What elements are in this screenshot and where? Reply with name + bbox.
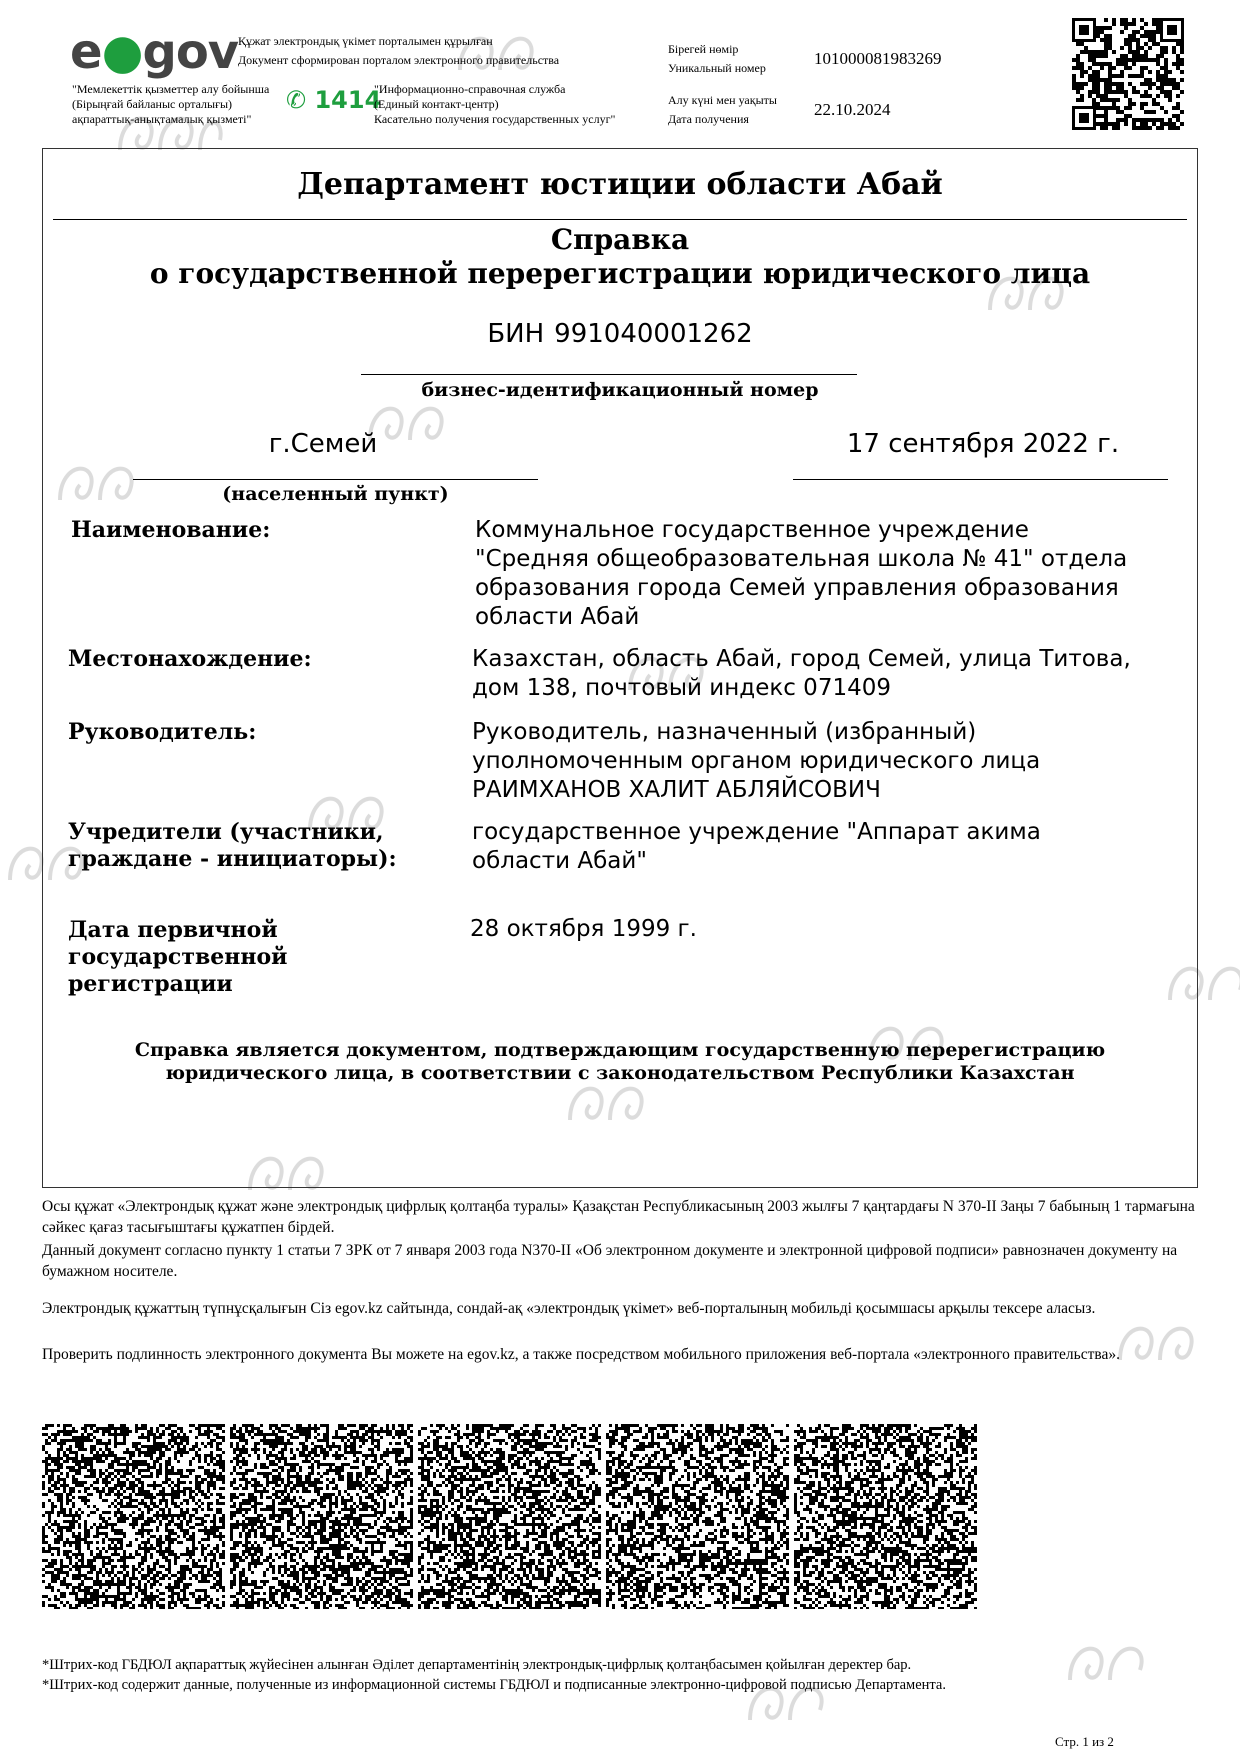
- data-barcode: [606, 1424, 789, 1609]
- phone-number: 1414: [314, 86, 382, 114]
- service-note-ru-line: Касательно получения государственных услуг": [374, 112, 616, 126]
- unique-number-label-kz: Бірегей нөмір: [668, 42, 739, 56]
- received-date-label-kz: Алу күні мен уақыты: [668, 93, 777, 107]
- certificate-frame: [42, 148, 1198, 1188]
- verify-note-kz: Электрондық құжаттың түпнұсқалығын Сіз egov.kz сайтында, сондай-ақ «электрондық үкімет» веб-порталының мобильді қосымшасы арқылы тексере аласыз.: [42, 1300, 1096, 1317]
- service-note-ru-line: "Информационно-справочная служба: [374, 82, 566, 96]
- bin-underline: [361, 374, 857, 375]
- egov-logo: e●gov: [70, 24, 239, 80]
- bin-label: БИН: [487, 319, 545, 349]
- verification-qr-code: [1072, 18, 1184, 130]
- field-value-founders: государственное учреждение "Аппарат акима области Абай": [472, 819, 1041, 874]
- data-barcode: [418, 1424, 601, 1609]
- service-note-kz-line: (Бірыңғай байланыс орталығы): [72, 97, 233, 111]
- bin-value: 991040001262: [554, 319, 753, 349]
- field-label-location: Местонахождение:: [68, 646, 312, 672]
- unique-number-label-ru: Уникальный номер: [668, 61, 766, 75]
- document-title-line-2: о государственной перерегистрации юридического лица: [149, 257, 1091, 290]
- data-barcode: [230, 1424, 413, 1609]
- field-label-name: Наименование:: [71, 517, 271, 543]
- city-caption: (населенный пункт): [222, 483, 449, 505]
- city-underline: [133, 479, 538, 480]
- unique-number-label: [668, 42, 766, 76]
- divider: [53, 219, 1187, 220]
- barcode-note-ru: *Штрих-код содержит данные, полученные из информационной системы ГБДЮЛ и подписанные электронно-цифровой подписью Департамента.: [42, 1677, 946, 1693]
- barcode-note-kz: *Штрих-код ГБДЮЛ ақпараттық жүйесінен алынған Әділет департаментінің электрондық-цифрлық қолтаңбасымен қойылған деректер бар.: [42, 1657, 912, 1673]
- portal-note-ru: Документ сформирован порталом электронного правительства: [238, 53, 560, 67]
- service-note-kz-line: ақпараттық-анықтамалық қызметі": [72, 112, 252, 126]
- contact-phone: [286, 86, 381, 114]
- page-number: Стр. 1 из 2: [1055, 1734, 1114, 1749]
- bin-row: [43, 319, 1197, 349]
- portal-note-kz: Құжат электрондық үкімет порталымен құрылған: [238, 34, 493, 48]
- data-barcode: [42, 1424, 225, 1609]
- portal-note: [238, 34, 559, 68]
- phone-icon: ✆: [286, 86, 307, 114]
- received-date-label-ru: Дата получения: [668, 112, 749, 126]
- received-date-label: [668, 93, 777, 127]
- field-value-head: Руководитель, назначенный (избранный) уполномоченным органом юридического лица РАИМХАНОВ ХАЛИТ АБЛЯЙСОВИЧ: [472, 719, 1041, 803]
- service-note-kz-line: "Мемлекеттік қызметтер алу бойынша: [72, 82, 270, 96]
- field-value-location: Казахстан, область Абай, город Семей, улица Титова, дом 138, почтовый индекс 071409: [472, 646, 1131, 701]
- bin-caption: бизнес-идентификационный номер: [421, 379, 819, 401]
- document-title-line-1: Справка: [550, 223, 690, 256]
- field-value-name: Коммунальное государственное учреждение "Средняя общеобразовательная школа № 41" отдела образования города Семей управления образования области Абай: [475, 517, 1128, 630]
- department-name: Департамент юстиции области Абай: [297, 167, 943, 202]
- field-value-registration-date: 28 октября 1999 г.: [470, 916, 697, 942]
- field-label-head: Руководитель:: [68, 719, 257, 745]
- service-note-kz: [72, 82, 269, 127]
- field-label-registration-date: Дата первичной государственной регистрации: [68, 917, 288, 997]
- service-note-ru: [374, 82, 615, 127]
- city: г.Семей: [268, 429, 378, 459]
- verify-note-ru: Проверить подлинность электронного документа Вы можете на egov.kz, а также посредством мобильного приложения веб-портала «электронного правительства».: [42, 1346, 1121, 1363]
- legal-note-kz: Осы құжат «Электрондық құжат және электрондық цифрлық қолтаңба туралы» Қазақстан Республикасының 2003 жылғы 7 қаңтардағы N 370-II Заңы 7 бабының 1 тармағына сәйкес қағаз тасығыштағы құжатпен бірдей.: [42, 1198, 1195, 1236]
- issue-date: 17 сентября 2022 г.: [846, 429, 1120, 459]
- field-label-founders: Учредители (участники, граждане - инициаторы):: [68, 819, 397, 872]
- date-underline: [793, 479, 1168, 480]
- certificate-notice: Справка является документом, подтверждающим государственную перерегистрацию юридического лица, в соответствии с законодательством Республики Казахстан: [134, 1039, 1106, 1084]
- data-barcode: [794, 1424, 977, 1609]
- document-title: [43, 223, 1197, 291]
- legal-note-ru: Данный документ согласно пункту 1 статьи 7 ЗРК от 7 января 2003 года N370-II «Об электронном документе и электронной цифровой подписи» равнозначен документу на бумажном носителе.: [42, 1242, 1178, 1280]
- watermark-ornament: [1060, 1620, 1180, 1700]
- service-note-ru-line: (Единый контакт-центр): [374, 97, 499, 111]
- unique-number: 101000081983269: [814, 49, 942, 68]
- received-date: 22.10.2024: [814, 100, 891, 119]
